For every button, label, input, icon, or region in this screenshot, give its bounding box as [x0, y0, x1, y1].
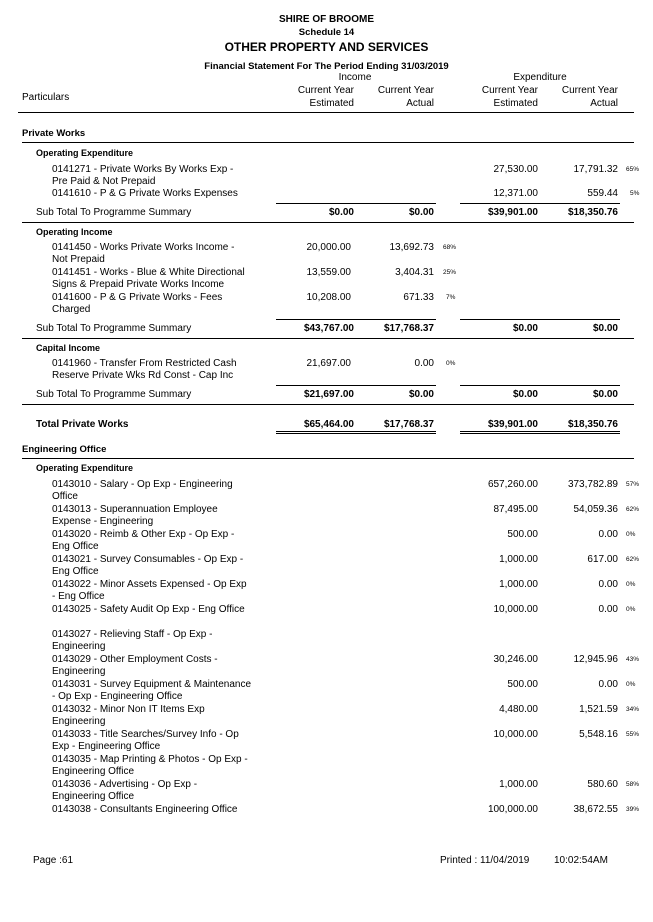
subtotal-income-estimated: $0.00	[328, 207, 354, 218]
line-item-desc: 0143033 - Title Searches/Survey Info - Op	[52, 729, 239, 740]
exp-percent: 39%	[626, 806, 640, 813]
page-number: Page :61	[33, 855, 74, 866]
header-rule	[18, 112, 634, 113]
col-particulars: Particulars	[22, 92, 70, 103]
line-item-desc-cont: Eng Office	[52, 566, 99, 577]
income-actual: 671.33	[403, 292, 434, 303]
total-exp-actual: $18,350.76	[567, 419, 618, 430]
subtotal-exp-actual: $0.00	[592, 389, 618, 400]
line-item-desc: 0141600 - P & G Private Works - Fees	[52, 292, 223, 303]
subsection-operating-expenditure: Operating Expenditure	[36, 148, 134, 158]
printed-time: 10:02:54AM	[554, 855, 608, 866]
subtotal-income-actual: $17,768.37	[383, 323, 434, 334]
total-income-actual: $17,768.37	[383, 419, 434, 430]
exp-percent: 65%	[626, 166, 640, 173]
subtotal-income-actual: $0.00	[408, 389, 434, 400]
line-item-desc: 0143038 - Consultants Engineering Office	[52, 804, 238, 815]
income-actual: 13,692.73	[389, 242, 434, 253]
col-exp-est-l2: Estimated	[493, 98, 538, 109]
exp-actual: 0.00	[598, 579, 618, 590]
section-rule	[22, 404, 634, 405]
exp-percent: 0%	[626, 581, 636, 588]
report-title: OTHER PROPERTY AND SERVICES	[224, 40, 429, 54]
exp-actual: 38,672.55	[573, 804, 618, 815]
section-rule	[22, 458, 634, 459]
exp-actual: 580.60	[587, 779, 618, 790]
subtotal-exp-estimated: $39,901.00	[487, 207, 538, 218]
total-rule	[460, 431, 620, 432]
section-rule	[22, 338, 634, 339]
exp-actual: 373,782.89	[567, 479, 618, 490]
line-item-desc: 0143035 - Map Printing & Photos - Op Exp -	[52, 754, 248, 765]
line-item-desc: 0143032 - Minor Non IT Items Exp	[52, 704, 205, 715]
line-item-desc-cont: - Eng Office	[52, 591, 105, 602]
exp-estimated: 10,000.00	[493, 604, 538, 615]
col-income-act-l2: Actual	[406, 98, 434, 109]
subtotal-label: Sub Total To Programme Summary	[36, 323, 192, 334]
subtotal-income-estimated: $43,767.00	[303, 323, 354, 334]
total-rule	[460, 433, 620, 434]
line-item-desc: 0143020 - Reimb & Other Exp - Op Exp -	[52, 529, 235, 540]
exp-percent: 34%	[626, 706, 640, 713]
income-percent: 68%	[443, 244, 457, 251]
income-estimated: 13,559.00	[306, 267, 351, 278]
exp-actual: 1,521.59	[579, 704, 618, 715]
line-item-desc-cont: Charged	[52, 304, 91, 315]
exp-percent: 43%	[626, 656, 640, 663]
exp-estimated: 500.00	[507, 679, 538, 690]
exp-estimated: 100,000.00	[487, 804, 538, 815]
income-percent: 0%	[446, 360, 456, 367]
line-item-desc: 0143010 - Salary - Op Exp - Engineering	[52, 479, 233, 490]
exp-actual: 5,548.16	[579, 729, 618, 740]
line-item-desc-cont: Pre Paid & Not Prepaid	[52, 176, 156, 187]
total-rule	[276, 433, 436, 434]
line-item-desc: 0141610 - P & G Private Works Expenses	[52, 188, 238, 199]
line-item-desc: 0143022 - Minor Assets Expensed - Op Exp	[52, 579, 247, 590]
income-percent: 25%	[443, 269, 457, 276]
line-item-desc-cont: Office	[52, 491, 78, 502]
subtotal-rule	[276, 385, 436, 386]
exp-actual: 12,945.96	[573, 654, 618, 665]
income-actual: 3,404.31	[395, 267, 434, 278]
subsection-operating-income: Operating Income	[36, 227, 113, 237]
exp-percent: 0%	[626, 531, 636, 538]
line-item-desc-cont: Engineering	[52, 666, 106, 677]
line-item-desc-cont: Exp - Engineering Office	[52, 741, 161, 752]
exp-actual: 17,791.32	[573, 164, 618, 175]
income-actual: 0.00	[414, 358, 434, 369]
subsection-capital-income: Capital Income	[36, 343, 101, 353]
subtotal-rule	[460, 319, 620, 320]
col-exp-act-l1: Current Year	[561, 85, 618, 96]
line-item-desc: 0141960 - Transfer From Restricted Cash	[52, 358, 237, 369]
line-item-desc: 0143013 - Superannuation Employee	[52, 504, 218, 515]
subtotal-income-estimated: $21,697.00	[303, 389, 354, 400]
exp-estimated: 1,000.00	[499, 779, 538, 790]
line-item-desc-cont: Engineering	[52, 716, 106, 727]
col-income-est-l2: Estimated	[309, 98, 354, 109]
line-item-desc-cont: Signs & Prepaid Private Works Income	[52, 279, 225, 290]
exp-estimated: 657,260.00	[487, 479, 538, 490]
line-item-desc-cont: Engineering Office	[52, 791, 135, 802]
col-expenditure: Expenditure	[513, 72, 567, 83]
subtotal-exp-estimated: $0.00	[512, 323, 538, 334]
subtotal-rule	[276, 319, 436, 320]
income-estimated: 21,697.00	[306, 358, 351, 369]
line-item-desc: 0143036 - Advertising - Op Exp -	[52, 779, 198, 790]
income-estimated: 20,000.00	[306, 242, 351, 253]
line-item-desc: 0141451 - Works - Blue & White Directional	[52, 267, 245, 278]
line-item-desc: 0143029 - Other Employment Costs -	[52, 654, 218, 665]
exp-estimated: 27,530.00	[493, 164, 538, 175]
exp-actual: 0.00	[598, 529, 618, 540]
subtotal-rule	[276, 203, 436, 204]
line-item-desc-cont: Expense - Engineering	[52, 516, 154, 527]
col-income-act-l1: Current Year	[377, 85, 434, 96]
subtotal-exp-estimated: $0.00	[512, 389, 538, 400]
exp-percent: 62%	[626, 556, 640, 563]
total-exp-estimated: $39,901.00	[487, 419, 538, 430]
line-item-desc-cont: Engineering	[52, 641, 106, 652]
exp-percent: 0%	[626, 606, 636, 613]
exp-actual: 559.44	[587, 188, 618, 199]
exp-percent: 5%	[630, 190, 640, 197]
line-item-desc: 0143021 - Survey Consumables - Op Exp -	[52, 554, 244, 565]
col-income-est-l1: Current Year	[297, 85, 354, 96]
section-private-works: Private Works	[22, 128, 86, 139]
exp-estimated: 1,000.00	[499, 579, 538, 590]
exp-estimated: 1,000.00	[499, 554, 538, 565]
exp-estimated: 30,246.00	[493, 654, 538, 665]
subtotal-rule	[460, 385, 620, 386]
subtotal-exp-actual: $18,350.76	[567, 207, 618, 218]
subtotal-label: Sub Total To Programme Summary	[36, 389, 192, 400]
col-exp-act-l2: Actual	[590, 98, 618, 109]
exp-percent: 0%	[626, 681, 636, 688]
line-item-desc: 0141450 - Works Private Works Income -	[52, 242, 235, 253]
exp-actual: 0.00	[598, 604, 618, 615]
exp-estimated: 87,495.00	[493, 504, 538, 515]
line-item-desc: 0143027 - Relieving Staff - Op Exp -	[52, 629, 213, 640]
line-item-desc: 0143025 - Safety Audit Op Exp - Eng Office	[52, 604, 245, 615]
line-item-desc-cont: Engineering Office	[52, 766, 135, 777]
subtotal-income-actual: $0.00	[408, 207, 434, 218]
total-income-estimated: $65,464.00	[303, 419, 354, 430]
section-engineering-office: Engineering Office	[22, 444, 107, 455]
exp-actual: 0.00	[598, 679, 618, 690]
exp-estimated: 10,000.00	[493, 729, 538, 740]
line-item-desc-cont: Not Prepaid	[52, 254, 105, 265]
report-subtitle: Financial Statement For The Period Ending 31/03/2019	[204, 61, 449, 72]
line-item-desc-cont: Eng Office	[52, 541, 99, 552]
col-exp-est-l1: Current Year	[481, 85, 538, 96]
org-name: SHIRE OF BROOME	[278, 14, 374, 25]
income-estimated: 10,208.00	[306, 292, 351, 303]
subtotal-label: Sub Total To Programme Summary	[36, 207, 192, 218]
line-item-desc-cont: - Op Exp - Engineering Office	[52, 691, 183, 702]
exp-percent: 58%	[626, 781, 640, 788]
exp-estimated: 500.00	[507, 529, 538, 540]
section-rule	[22, 222, 634, 223]
subsection-operating-expenditure: Operating Expenditure	[36, 463, 134, 473]
exp-estimated: 12,371.00	[493, 188, 538, 199]
exp-percent: 57%	[626, 481, 640, 488]
exp-actual: 54,059.36	[573, 504, 618, 515]
subtotal-exp-actual: $0.00	[592, 323, 618, 334]
exp-actual: 617.00	[587, 554, 618, 565]
line-item-desc: 0143031 - Survey Equipment & Maintenance	[52, 679, 252, 690]
exp-percent: 62%	[626, 506, 640, 513]
schedule-label: Schedule 14	[298, 27, 355, 38]
income-percent: 7%	[446, 294, 456, 301]
line-item-desc-cont: Reserve Private Wks Rd Const - Cap Inc	[52, 370, 234, 381]
subtotal-rule	[460, 203, 620, 204]
total-label: Total Private Works	[36, 419, 129, 430]
total-rule	[276, 431, 436, 432]
line-item-desc: 0141271 - Private Works By Works Exp -	[52, 164, 234, 175]
printed-date: Printed : 11/04/2019	[440, 855, 530, 866]
exp-percent: 55%	[626, 731, 640, 738]
exp-estimated: 4,480.00	[499, 704, 538, 715]
col-income: Income	[338, 72, 372, 83]
section-rule	[22, 142, 634, 143]
